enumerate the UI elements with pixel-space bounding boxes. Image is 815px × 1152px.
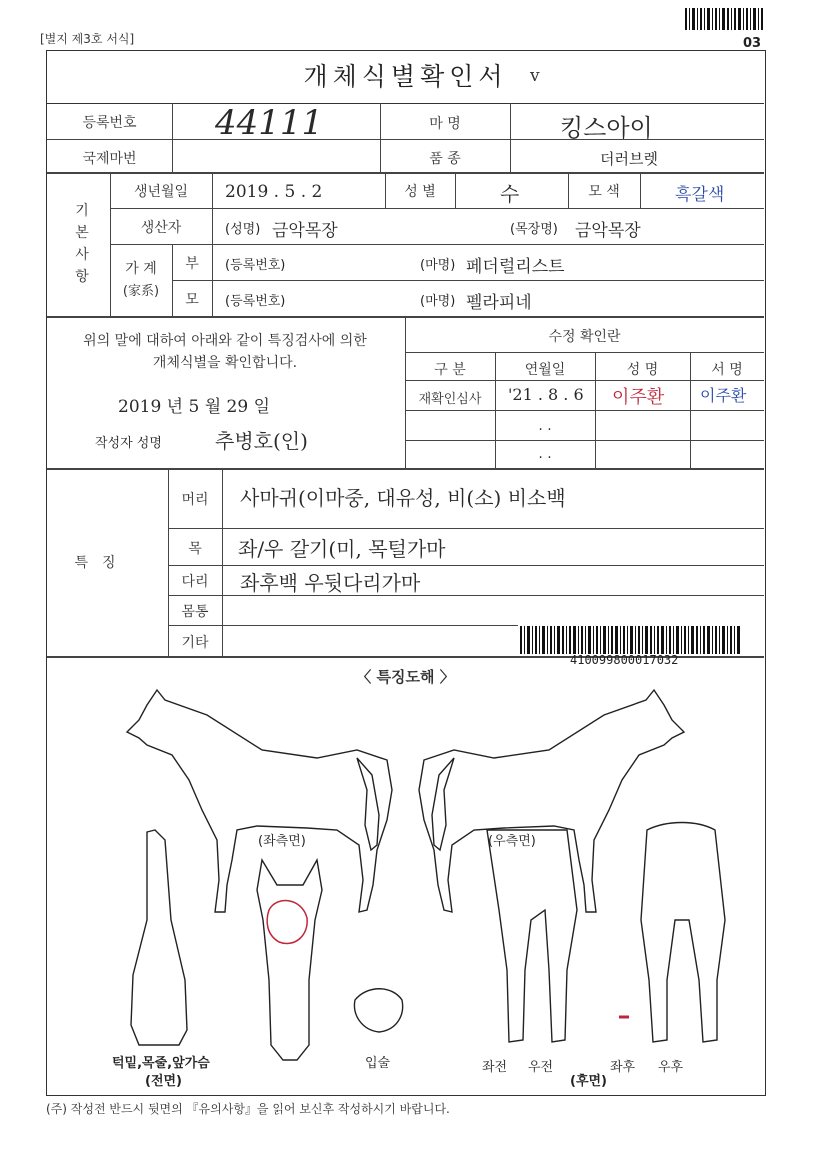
horse-name-label: 마 명: [429, 116, 461, 132]
rear-view-label: (후면): [570, 1074, 607, 1089]
author-label: 작성자 성명: [95, 436, 162, 451]
left-side-label: (좌측면): [258, 834, 306, 849]
dam-name: 펠라피네: [466, 293, 532, 313]
ranch-name: 금악목장: [575, 221, 641, 241]
revision-title: 수정 확인란: [548, 329, 621, 345]
neck-label: 목: [188, 541, 202, 557]
sex-label: 성 별: [404, 184, 436, 200]
lips-label: 입술: [365, 1056, 391, 1071]
rev-header-date: 연월일: [524, 362, 566, 378]
confirm-text: 위의 말에 대하여 아래와 같이 특징검사에 의한 개체식별을 확인합니다.: [83, 333, 367, 371]
dam-name-prefix: (마명): [420, 294, 456, 309]
intl-no-label: 국제마번: [82, 151, 137, 167]
rev-header-type: 구 분: [434, 362, 466, 378]
form-number: 03: [743, 36, 762, 51]
leg-value: 좌후백 우뒷다리가마: [240, 571, 421, 595]
rev-header-sign: 서 명: [711, 362, 743, 378]
specimen-barcode-number: 410099800017032: [570, 653, 679, 667]
front-caption: 턱밑,목줄,앞가슴: [112, 1056, 210, 1071]
leg-label: 다리: [181, 574, 209, 590]
dam-label: 모: [185, 292, 199, 308]
front-neck-outline: [131, 830, 187, 1045]
author-signature: 추병호(인): [215, 429, 308, 453]
rev-row2-dots: . .: [538, 418, 552, 434]
right-side-label: (우측면): [488, 834, 536, 849]
etc-label: 기타: [181, 635, 209, 651]
rev-header-name: 성 명: [626, 362, 659, 378]
front-view-label: (전면): [145, 1074, 182, 1089]
confirm-date: 2019 년 5 월 29 일: [118, 397, 270, 417]
lips-outline: [354, 989, 402, 1032]
rear-right-label: 우후: [658, 1060, 684, 1075]
color-value: 흑갈색: [675, 185, 725, 205]
sire-reg-prefix: (등록번호): [225, 258, 286, 273]
form-label: [별지 제3호 서식]: [40, 32, 135, 46]
birth-label: 생년월일: [133, 184, 189, 200]
rear-view-outline: [641, 823, 725, 1043]
front-head-outline: [257, 860, 322, 1060]
top-barcode: [685, 8, 763, 30]
rev-row3-dots: . .: [538, 446, 552, 462]
front-left-label: 좌전: [482, 1060, 508, 1075]
rear-left-label: 좌후: [610, 1060, 636, 1075]
basic-section-label: 기본사항: [75, 203, 89, 285]
breeder-label: 생산자: [140, 220, 182, 236]
pedigree-label: 가 계: [125, 261, 157, 277]
head-value: 사마귀(이마중, 대유성, 비(소) 비소백: [240, 486, 566, 510]
rev-row-type: 재확인심사: [418, 392, 482, 407]
footer-note: (주) 작성전 반드시 뒷면의 『유의사항』을 읽어 보신후 작성하시기 바랍니다.: [46, 1102, 450, 1116]
reg-no-value: 44111: [215, 103, 324, 143]
specimen-barcode: [520, 626, 742, 654]
face-marking-outline: [267, 901, 307, 944]
diagram-title: 〈 특징도해 〉: [356, 668, 455, 686]
neck-value: 좌/우 갈기(미, 목털가마: [238, 537, 446, 561]
features-section-label: 특징: [74, 555, 130, 571]
breed-value: 더러브렛: [600, 150, 658, 168]
title-check-mark: v: [530, 66, 540, 86]
breeder-name-prefix: (성명): [225, 222, 261, 237]
sex-value: 수: [500, 182, 520, 206]
front-right-label: 우전: [528, 1060, 554, 1075]
pedigree-sub: (家系): [122, 284, 160, 299]
dam-reg-prefix: (등록번호): [225, 294, 286, 309]
rev-row-date: '21 . 8 . 6: [508, 385, 584, 404]
sire-label: 부: [185, 256, 199, 272]
head-label: 머리: [181, 492, 209, 508]
reg-no-label: 등록번호: [82, 115, 137, 131]
color-label: 모 색: [588, 184, 620, 200]
breeder-name: 금악목장: [272, 221, 338, 241]
sire-name-prefix: (마명): [420, 258, 456, 273]
rev-row-sign: 이주환: [700, 386, 747, 405]
ranch-prefix: (목장명): [510, 222, 558, 237]
body-label: 몸통: [181, 604, 209, 620]
document-title: 개체식별확인서: [47, 51, 764, 104]
horse-name-value: 킹스아이: [560, 114, 653, 142]
birth-value: 2019 . 5 . 2: [225, 182, 323, 202]
front-legs-outline: [487, 830, 577, 1042]
sire-name: 페더럴리스트: [466, 257, 565, 277]
rev-row-name: 이주환: [612, 387, 665, 408]
breed-label: 품 종: [429, 151, 461, 167]
horse-diagram: [47, 680, 764, 1094]
